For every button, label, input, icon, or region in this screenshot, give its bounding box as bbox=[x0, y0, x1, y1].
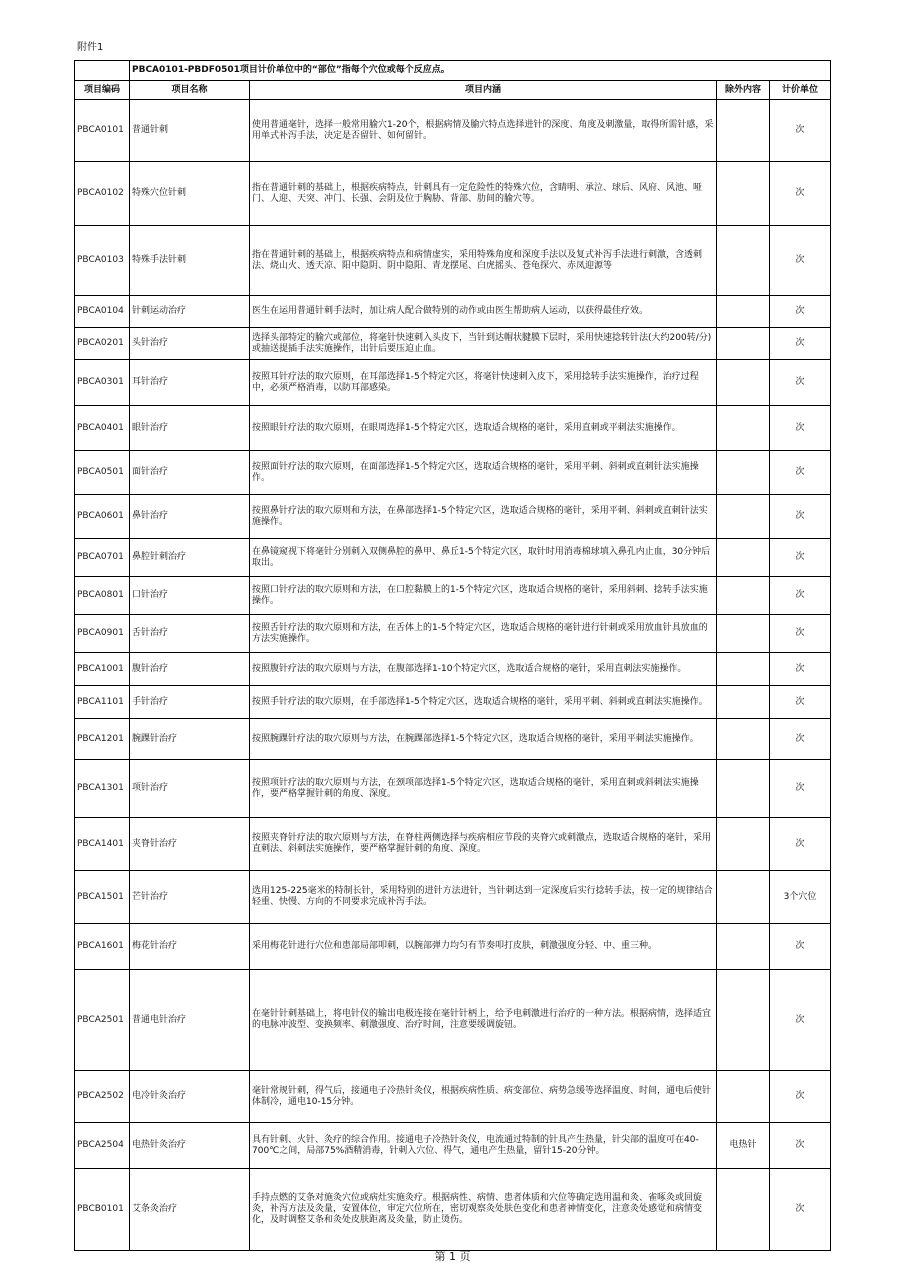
row-name: 鼻针治疗 bbox=[130, 495, 250, 539]
row-name: 面针治疗 bbox=[130, 451, 250, 495]
row-name: 芒针治疗 bbox=[130, 871, 250, 924]
row-content: 选择头部特定的腧穴或部位，将毫针快速刺入头皮下，当针到达帽状腱膜下层时，采用快速捻转针法(大约200转/分)或抽送提插手法实施操作，出针后要压迫止血。 bbox=[250, 328, 717, 360]
header-content: 项目内涵 bbox=[250, 81, 717, 100]
table-row bbox=[75, 360, 831, 406]
table-row bbox=[75, 871, 831, 924]
row-unit: 次 bbox=[770, 1071, 831, 1123]
row-code: PBCA1601 bbox=[75, 924, 130, 970]
row-unit: 次 bbox=[770, 615, 831, 653]
row-unit: 次 bbox=[770, 539, 831, 577]
table-row bbox=[75, 100, 831, 162]
row-name: 梅花针治疗 bbox=[130, 924, 250, 970]
row-excluded bbox=[717, 226, 770, 296]
row-code: PBCA1201 bbox=[75, 719, 130, 760]
row-unit: 次 bbox=[770, 328, 831, 360]
row-content: 按照口针疗法的取穴原则和方法，在口腔黏膜上的1-5个特定穴区，选取适合规格的毫针，采用斜刺、捻转手法实施操作。 bbox=[250, 577, 717, 615]
table-row bbox=[75, 1169, 831, 1251]
row-unit: 次 bbox=[770, 406, 831, 451]
header-excluded: 除外内容 bbox=[717, 81, 770, 100]
row-excluded bbox=[717, 577, 770, 615]
table-row bbox=[75, 615, 831, 653]
row-code: PBCB0101 bbox=[75, 1169, 130, 1251]
row-name: 项针治疗 bbox=[130, 760, 250, 818]
row-name: 头针治疗 bbox=[130, 328, 250, 360]
table-row bbox=[75, 970, 831, 1071]
row-content: 医生在运用普通针刺手法时，加让病人配合做特别的动作或由医生帮助病人运动，以获得最佳疗效。 bbox=[250, 296, 717, 328]
row-excluded bbox=[717, 100, 770, 162]
row-unit: 次 bbox=[770, 577, 831, 615]
row-excluded bbox=[717, 1071, 770, 1123]
row-content: 按照腕踝针疗法的取穴原则与方法，在腕踝部选择1-5个特定穴区，选取适合规格的毫针，采用平刺法实施操作。 bbox=[250, 719, 717, 760]
row-excluded bbox=[717, 686, 770, 719]
table-row bbox=[75, 924, 831, 970]
row-excluded bbox=[717, 539, 770, 577]
annex-label: 附件1 bbox=[77, 42, 104, 53]
row-unit: 次 bbox=[770, 924, 831, 970]
row-content: 具有针刺、火针、灸疗的综合作用。接通电子冷热针灸仪，电流通过特制的针具产生热量，针尖部的温度可在40-700℃之间，局部75%酒精消毒，针刺入穴位、得气，通电产生热量，留针15-20分钟。 bbox=[250, 1123, 717, 1169]
row-name: 特殊穴位针刺 bbox=[130, 162, 250, 226]
row-content: 在鼻镜窥视下将毫针分别刺入双侧鼻腔的鼻甲、鼻丘1-5个特定穴区，取针时用消毒棉球填入鼻孔内止血，30分钟后取出。 bbox=[250, 539, 717, 577]
row-unit: 次 bbox=[770, 653, 831, 686]
table-row bbox=[75, 818, 831, 871]
row-code: PBCA1501 bbox=[75, 871, 130, 924]
row-unit: 次 bbox=[770, 970, 831, 1071]
table-row bbox=[75, 686, 831, 719]
row-name: 眼针治疗 bbox=[130, 406, 250, 451]
row-name: 针刺运动治疗 bbox=[130, 296, 250, 328]
row-unit: 次 bbox=[770, 495, 831, 539]
table-row bbox=[75, 539, 831, 577]
row-content: 按照夹脊针疗法的取穴原则与方法，在脊柱两侧选择与疾病相应节段的夹脊穴或刺激点，选取适合规格的毫针，采用直刺法、斜刺法实施操作，要严格掌握针刺的角度、深度。 bbox=[250, 818, 717, 871]
table-row bbox=[75, 451, 831, 495]
row-content: 按照腹针疗法的取穴原则与方法，在腹部选择1-10个特定穴区，选取适合规格的毫针，采用直刺法实施操作。 bbox=[250, 653, 717, 686]
row-code: PBCA0201 bbox=[75, 328, 130, 360]
row-name: 口针治疗 bbox=[130, 577, 250, 615]
table-row bbox=[75, 406, 831, 451]
row-excluded bbox=[717, 818, 770, 871]
row-name: 舌针治疗 bbox=[130, 615, 250, 653]
row-code: PBCA2501 bbox=[75, 970, 130, 1071]
table-row bbox=[75, 719, 831, 760]
header-row bbox=[75, 81, 831, 100]
row-excluded bbox=[717, 615, 770, 653]
row-code: PBCA0101 bbox=[75, 100, 130, 162]
row-name: 特殊手法针刺 bbox=[130, 226, 250, 296]
row-excluded bbox=[717, 970, 770, 1071]
row-content: 按照手针疗法的取穴原则，在手部选择1-5个特定穴区，选取适合规格的毫针，采用平刺、斜刺或直刺法实施操作。 bbox=[250, 686, 717, 719]
row-unit: 次 bbox=[770, 360, 831, 406]
row-unit: 次 bbox=[770, 296, 831, 328]
row-content: 按照鼻针疗法的取穴原则和方法，在鼻部选择1-5个特定穴区，选取适合规格的毫针，采用平刺、斜刺或直刺针法实施操作。 bbox=[250, 495, 717, 539]
row-unit: 次 bbox=[770, 818, 831, 871]
table-row bbox=[75, 577, 831, 615]
table-row bbox=[75, 328, 831, 360]
header-name: 项目名称 bbox=[130, 81, 250, 100]
row-content: 毫针常规针刺，得气后，接通电子冷热针灸仪，根据疾病性质、病变部位、病势急缓等选择温度、时间，通电后使针体制冷，通电10-15分钟。 bbox=[250, 1071, 717, 1123]
header-code: 项目编码 bbox=[75, 81, 130, 100]
row-excluded bbox=[717, 296, 770, 328]
row-unit: 3个穴位 bbox=[770, 871, 831, 924]
row-excluded bbox=[717, 360, 770, 406]
row-name: 电热针灸治疗 bbox=[130, 1123, 250, 1169]
row-name: 鼻腔针刺治疗 bbox=[130, 539, 250, 577]
row-content: 选用125-225毫米的特制长针，采用特别的进针方法进针，当针刺达到一定深度后实行捻转手法，按一定的规律结合轻重、快慢、方向的不同要求完成补泻手法。 bbox=[250, 871, 717, 924]
row-name: 普通电针治疗 bbox=[130, 970, 250, 1071]
table-row bbox=[75, 162, 831, 226]
row-name: 腕踝针治疗 bbox=[130, 719, 250, 760]
row-unit: 次 bbox=[770, 451, 831, 495]
row-code: PBCA0901 bbox=[75, 615, 130, 653]
table-row bbox=[75, 653, 831, 686]
row-unit: 次 bbox=[770, 1169, 831, 1251]
note-blank-cell bbox=[75, 61, 130, 81]
row-code: PBCA0103 bbox=[75, 226, 130, 296]
row-code: PBCA0701 bbox=[75, 539, 130, 577]
row-excluded bbox=[717, 924, 770, 970]
row-unit: 次 bbox=[770, 226, 831, 296]
row-code: PBCA2504 bbox=[75, 1123, 130, 1169]
header-unit: 计价单位 bbox=[770, 81, 831, 100]
table-row bbox=[75, 226, 831, 296]
row-excluded: 电热针 bbox=[717, 1123, 770, 1169]
row-code: PBCA1001 bbox=[75, 653, 130, 686]
row-excluded bbox=[717, 451, 770, 495]
row-unit: 次 bbox=[770, 1123, 831, 1169]
row-excluded bbox=[717, 719, 770, 760]
pricing-table bbox=[74, 60, 831, 1251]
table-row bbox=[75, 1123, 831, 1169]
table-row bbox=[75, 495, 831, 539]
row-excluded bbox=[717, 1169, 770, 1251]
row-excluded bbox=[717, 871, 770, 924]
row-content: 按照舌针疗法的取穴原则和方法，在舌体上的1-5个特定穴区，选取适合规格的毫针进行针刺或采用放血针具放血的方法实施操作。 bbox=[250, 615, 717, 653]
row-code: PBCA2502 bbox=[75, 1071, 130, 1123]
row-code: PBCA1301 bbox=[75, 760, 130, 818]
table-row bbox=[75, 760, 831, 818]
row-code: PBCA0501 bbox=[75, 451, 130, 495]
row-unit: 次 bbox=[770, 100, 831, 162]
row-code: PBCA0601 bbox=[75, 495, 130, 539]
row-code: PBCA0401 bbox=[75, 406, 130, 451]
row-content: 按照面针疗法的取穴原则，在面部选择1-5个特定穴区，选取适合规格的毫针，采用平刺、斜刺或直刺针法实施操作。 bbox=[250, 451, 717, 495]
page-number: 第 1 页 bbox=[434, 1250, 471, 1263]
row-excluded bbox=[717, 328, 770, 360]
row-content: 采用梅花针进行穴位和患部局部叩刺，以腕部弹力均匀有节奏叩打皮肤，刺激强度分轻、中、重三种。 bbox=[250, 924, 717, 970]
row-content: 在毫针针刺基础上，将电针仪的输出电极连接在毫针针柄上，给予电刺激进行治疗的一种方法。根据病情，选择适宜的电脉冲波型、变换频率、刺激强度、治疗时间，注意要缓调旋钮。 bbox=[250, 970, 717, 1071]
row-name: 耳针治疗 bbox=[130, 360, 250, 406]
row-code: PBCA1401 bbox=[75, 818, 130, 871]
row-content: 按照耳针疗法的取穴原则，在耳部选择1-5个特定穴区，将毫针快速刺入皮下，采用捻转手法实施操作，治疗过程中，必须严格消毒，以防耳部感染。 bbox=[250, 360, 717, 406]
row-excluded bbox=[717, 760, 770, 818]
row-excluded bbox=[717, 495, 770, 539]
row-unit: 次 bbox=[770, 686, 831, 719]
row-name: 手针治疗 bbox=[130, 686, 250, 719]
table-row bbox=[75, 1071, 831, 1123]
table-note: PBCA0101-PBDF0501项目计价单位中的“部位”指每个穴位或每个反应点。 bbox=[130, 61, 831, 81]
row-excluded bbox=[717, 653, 770, 686]
note-row bbox=[75, 61, 831, 81]
row-content: 指在普通针刺的基础上，根据疾病特点和病情虚实，采用特殊角度和深度手法以及复式补泻手法进行刺激，含透刺法、烧山火、透天凉、阳中隐阴、阴中隐阳、青龙摆尾、白虎摇头、苍龟探穴、赤凤迎源等 bbox=[250, 226, 717, 296]
row-code: PBCA0104 bbox=[75, 296, 130, 328]
row-excluded bbox=[717, 406, 770, 451]
row-code: PBCA0801 bbox=[75, 577, 130, 615]
row-unit: 次 bbox=[770, 162, 831, 226]
row-code: PBCA0102 bbox=[75, 162, 130, 226]
row-code: PBCA1101 bbox=[75, 686, 130, 719]
row-name: 腹针治疗 bbox=[130, 653, 250, 686]
row-name: 电冷针灸治疗 bbox=[130, 1071, 250, 1123]
table-row bbox=[75, 296, 831, 328]
row-unit: 次 bbox=[770, 760, 831, 818]
row-excluded bbox=[717, 162, 770, 226]
row-name: 夹脊针治疗 bbox=[130, 818, 250, 871]
row-content: 手持点燃的艾条对施灸穴位或病灶实施灸疗。根据病性、病情、患者体质和穴位等确定选用温和灸、雀啄灸或回旋灸，补泻方法及灸量，安置体位，审定穴位所在，密切观察灸处肤色变化和患者神情变化，注意灸处感觉和病情变化，及时调整艾条和灸处皮肤距离及灸量，防止烫伤。 bbox=[250, 1169, 717, 1251]
row-content: 按照眼针疗法的取穴原则，在眼周选择1-5个特定穴区，选取适合规格的毫针，采用直刺或平刺法实施操作。 bbox=[250, 406, 717, 451]
row-content: 使用普通毫针，选择一般常用腧穴1-20个，根据病情及腧穴特点选择进针的深度、角度及刺激量，取得所需针感，采用单式补泻手法，决定是否留针、如何留针。 bbox=[250, 100, 717, 162]
row-code: PBCA0301 bbox=[75, 360, 130, 406]
row-name: 普通针刺 bbox=[130, 100, 250, 162]
row-unit: 次 bbox=[770, 719, 831, 760]
row-content: 按照项针疗法的取穴原则与方法，在颈项部选择1-5个特定穴区，选取适合规格的毫针，采用直刺或斜刺法实施操作，要严格掌握针刺的角度、深度。 bbox=[250, 760, 717, 818]
row-content: 指在普通针刺的基础上，根据疾病特点，针刺具有一定危险性的特殊穴位，含睛明、承泣、球后、风府、风池、哑门、人迎、天突、冲门、长强、会阴及位于胸胁、背部、肋间的腧穴等。 bbox=[250, 162, 717, 226]
row-name: 艾条灸治疗 bbox=[130, 1169, 250, 1251]
